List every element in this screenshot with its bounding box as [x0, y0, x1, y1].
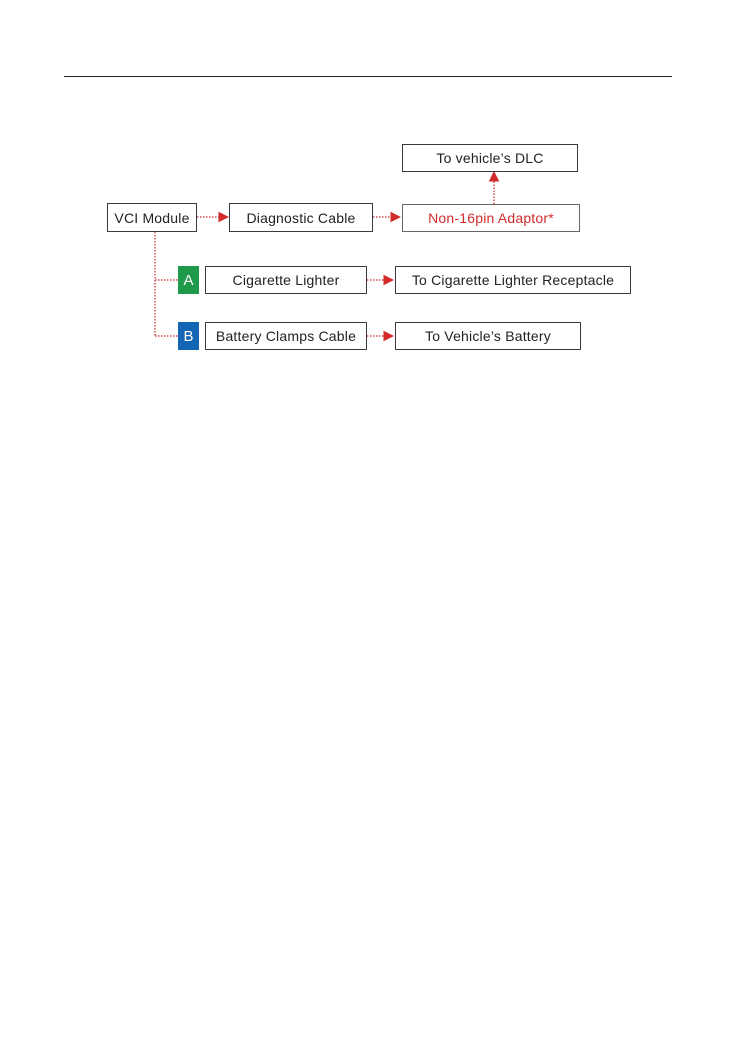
adaptor-box: Non-16pin Adaptor* — [402, 204, 580, 232]
battery-clamps-cable-box: Battery Clamps Cable — [205, 322, 367, 350]
badge-a: A — [178, 266, 199, 294]
lighter-receptacle-box: To Cigarette Lighter Receptacle — [395, 266, 631, 294]
dlc-box: To vehicle’s DLC — [402, 144, 578, 172]
vci-module-box: VCI Module — [107, 203, 197, 232]
badge-b: B — [178, 322, 199, 350]
diagnostic-cable-box: Diagnostic Cable — [229, 203, 373, 232]
cigarette-lighter-box: Cigarette Lighter — [205, 266, 367, 294]
vehicle-battery-box: To Vehicle’s Battery — [395, 322, 581, 350]
